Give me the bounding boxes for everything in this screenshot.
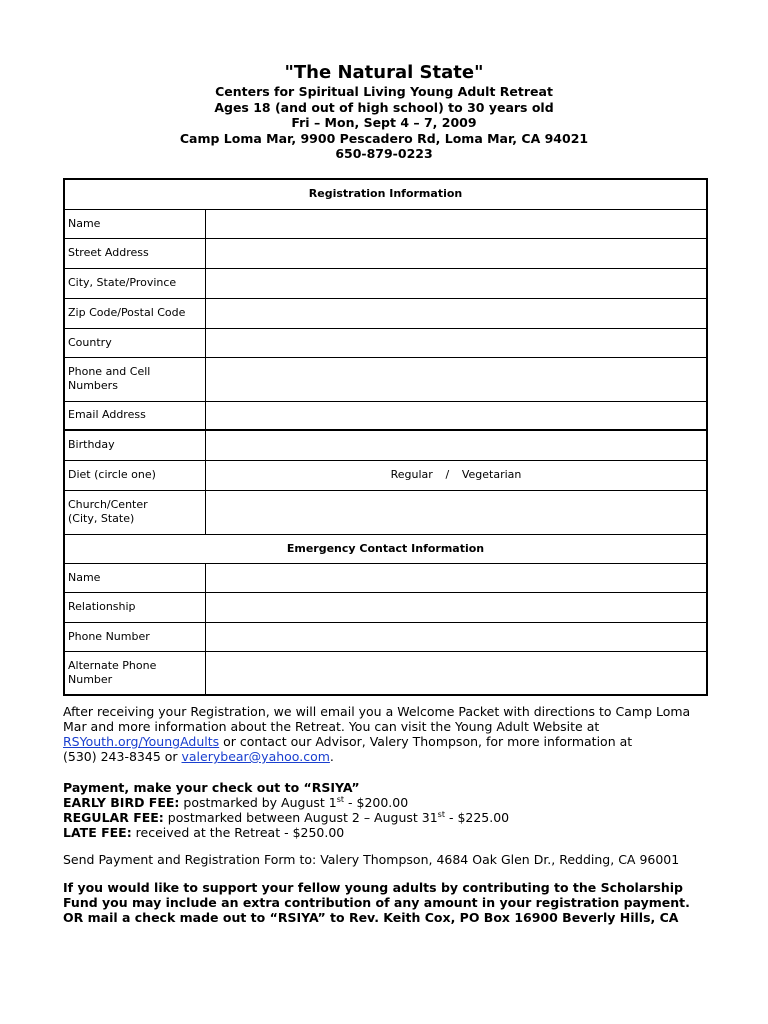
- phone-numbers-field[interactable]: [206, 357, 708, 401]
- diet-label: Diet (circle one): [64, 460, 206, 490]
- welcome-paragraph: [63, 704, 713, 764]
- subtitle-line: Centers for Spiritual Living Young Adult Retreat: [215, 84, 553, 99]
- street-address-field[interactable]: [206, 238, 708, 268]
- scholarship-line-1: If you would like to support your fellow young adults by contributing to the Scholarship: [63, 880, 683, 895]
- diet-separator: /: [445, 468, 450, 481]
- email-field[interactable]: [206, 401, 708, 430]
- payment-section: [63, 780, 713, 840]
- country-field[interactable]: [206, 328, 708, 357]
- emergency-name-label: Name: [64, 563, 206, 592]
- registration-form-table: [63, 178, 708, 696]
- email-label: Email Address: [64, 401, 206, 430]
- scholarship-line-2: Fund you may include an extra contribution of any amount in your registration payment.: [63, 895, 690, 910]
- diet-options: [206, 460, 708, 490]
- phone-numbers-label-line1: Phone and Cell: [68, 365, 151, 378]
- phone-numbers-label: [64, 357, 206, 401]
- church-center-field[interactable]: [206, 490, 708, 534]
- payment-heading: Payment, make your check out to “RSIYA”: [63, 780, 360, 795]
- zip-code-label: Zip Code/Postal Code: [64, 298, 206, 328]
- registration-heading: Registration Information: [64, 179, 707, 209]
- late-fee-line: [63, 825, 713, 840]
- regular-fee-price: - $225.00: [444, 810, 510, 825]
- alternate-phone-label: [64, 651, 206, 695]
- alternate-phone-label-line2: Number: [68, 672, 113, 686]
- age-line: Ages 18 (and out of high school) to 30 years old: [214, 99, 554, 115]
- scholarship-paragraph: [63, 880, 713, 925]
- welcome-line-1: After receiving your Registration, we will email you a Welcome Packet with directions to Camp Loma: [63, 704, 691, 719]
- phone-numbers-label-line2: Numbers: [68, 379, 118, 392]
- emergency-name-field[interactable]: [206, 563, 708, 592]
- period-text: .: [329, 749, 334, 764]
- scholarship-line-3: OR mail a check made out to “RSIYA” to Rev. Keith Cox, PO Box 16900 Beverly Hills, CA: [63, 910, 679, 925]
- regular-fee-line: [63, 810, 713, 825]
- welcome-line-2: Mar and more information about the Retreat. You can visit the Young Adult Website at: [63, 719, 600, 734]
- birthday-field[interactable]: [206, 430, 708, 460]
- relationship-label: Relationship: [64, 592, 206, 622]
- early-bird-line: [63, 795, 713, 810]
- advisor-phone-text: (530) 243-8345 or: [63, 749, 182, 764]
- early-bird-label: EARLY BIRD FEE:: [63, 795, 180, 810]
- alternate-phone-field[interactable]: [206, 651, 708, 695]
- early-bird-price: - $200.00: [344, 795, 409, 810]
- regular-fee-text: postmarked between August 2 – August 31: [163, 810, 438, 825]
- emergency-phone-field[interactable]: [206, 622, 708, 651]
- emergency-phone-label: Phone Number: [64, 622, 206, 651]
- diet-option-vegetarian[interactable]: Vegetarian: [461, 468, 522, 481]
- church-center-label-line2: (City, State): [68, 512, 135, 525]
- country-label: Country: [64, 328, 206, 357]
- young-adults-website-link[interactable]: RSYouth.org/YoungAdults: [63, 734, 220, 749]
- alternate-phone-label-line1: Alternate Phone: [68, 658, 157, 672]
- city-state-field[interactable]: [206, 268, 708, 298]
- send-payment-text: Send Payment and Registration Form to: Valery Thompson, 4684 Oak Glen Dr., Redding, CA 96001: [63, 852, 680, 867]
- advisor-email-link[interactable]: valerybear@yahoo.com: [181, 749, 330, 764]
- church-center-label-line1: Church/Center: [68, 498, 148, 511]
- diet-option-regular[interactable]: Regular: [390, 468, 433, 481]
- late-fee-label: LATE FEE:: [63, 825, 132, 840]
- early-bird-sup: st: [336, 794, 345, 804]
- name-field[interactable]: [206, 209, 708, 238]
- advisor-text: or contact our Advisor, Valery Thompson, for more information at: [219, 734, 633, 749]
- street-address-label: Street Address: [64, 238, 206, 268]
- regular-fee-sup: st: [437, 809, 445, 819]
- name-label: Name: [64, 209, 206, 238]
- regular-fee-label: REGULAR FEE:: [63, 810, 164, 825]
- emergency-heading: Emergency Contact Information: [64, 534, 707, 563]
- church-center-label: [64, 490, 206, 534]
- welcome-line-3: [63, 734, 713, 749]
- document-header: [0, 62, 768, 162]
- phone-line: 650-879-0223: [335, 146, 433, 161]
- relationship-field[interactable]: [206, 592, 708, 622]
- date-line: Fri – Mon, Sept 4 – 7, 2009: [291, 115, 477, 130]
- early-bird-text: postmarked by August 1: [179, 795, 337, 810]
- city-state-label: City, State/Province: [64, 268, 206, 298]
- welcome-line-4: [63, 749, 713, 764]
- birthday-label: Birthday: [64, 430, 206, 460]
- zip-code-field[interactable]: [206, 298, 708, 328]
- late-fee-text: received at the Retreat - $250.00: [131, 825, 345, 840]
- address-line: Camp Loma Mar, 9900 Pescadero Rd, Loma Mar, CA 94021: [179, 130, 589, 146]
- document-title: "The Natural State": [284, 62, 484, 83]
